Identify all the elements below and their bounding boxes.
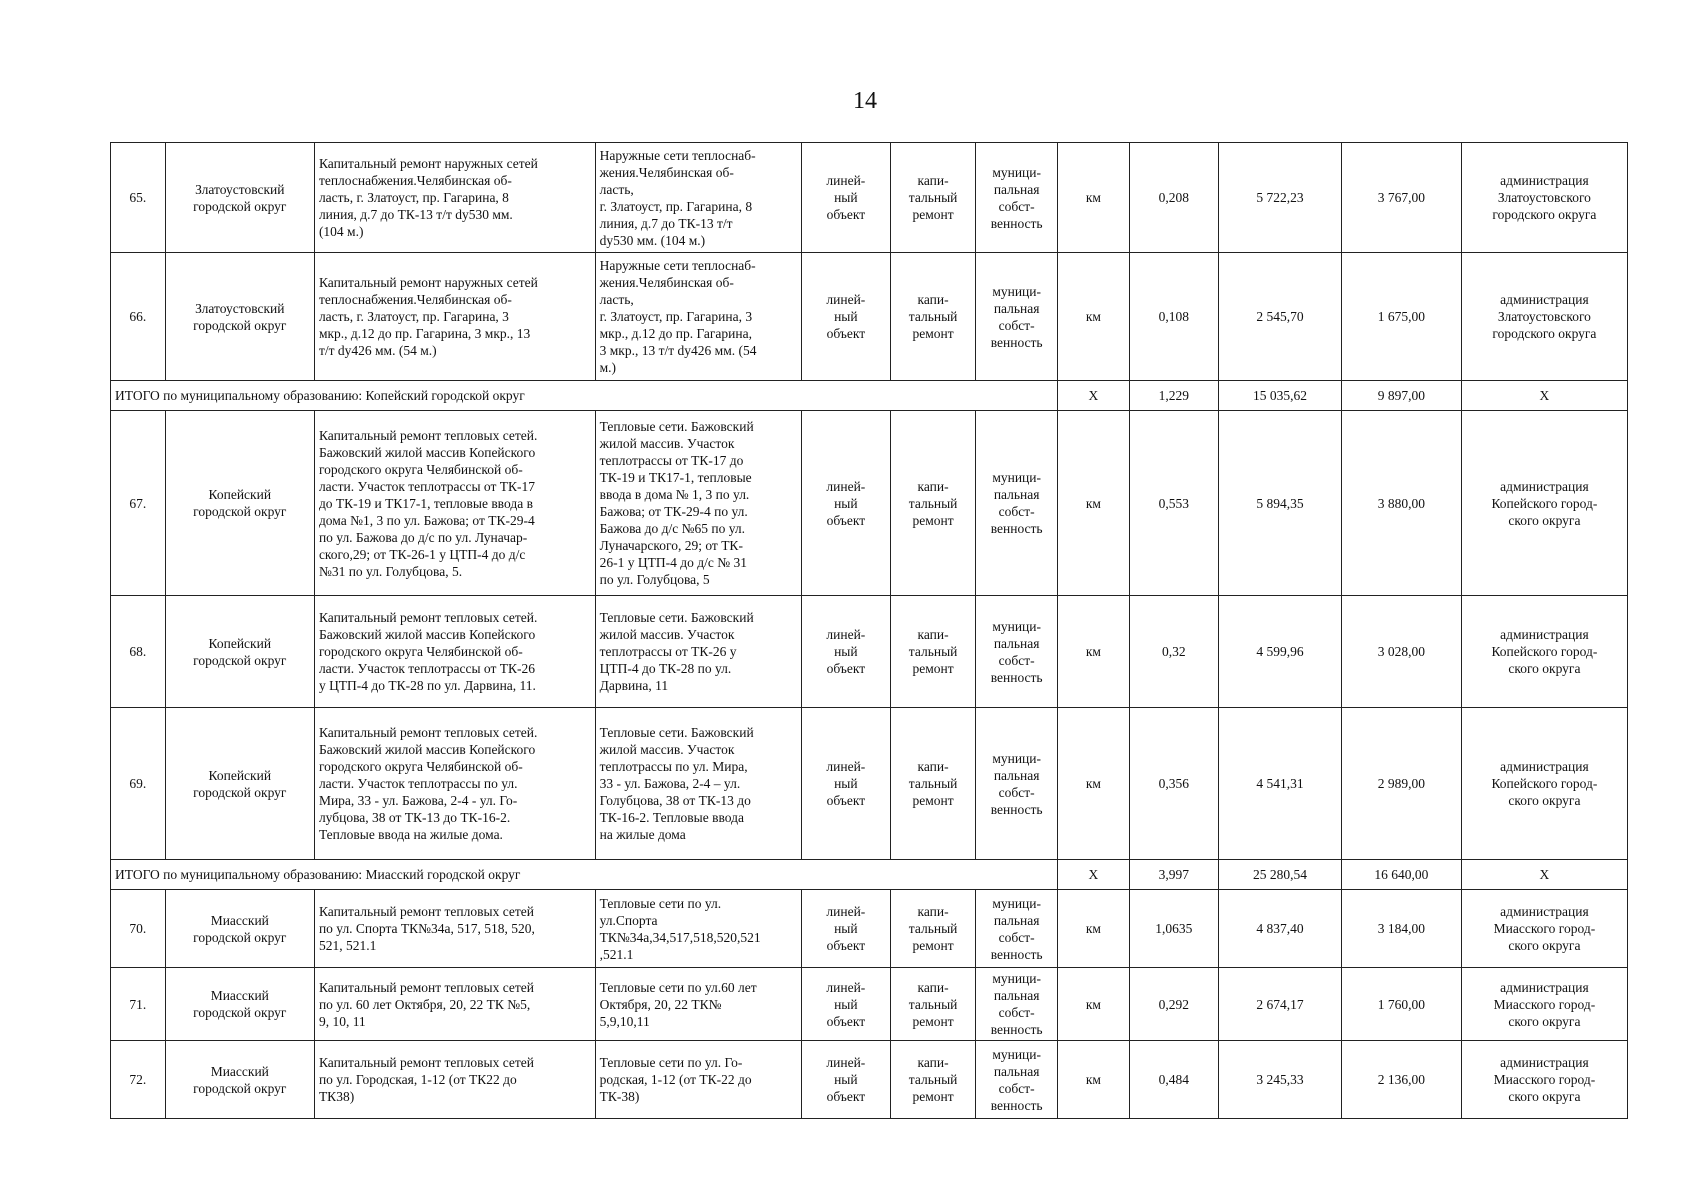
ownership-cell: муници- пальная собст- венность	[976, 708, 1058, 860]
object-description-cell: Тепловые сети по ул. ул.Спорта ТК№34а,34,517,518,520,521 ,521.1	[595, 890, 801, 968]
object-type-cell: линей- ный объект	[801, 596, 890, 708]
length-cell: 0,484	[1129, 1041, 1218, 1119]
table-row	[111, 968, 1628, 1041]
object-description-cell: Тепловые сети. Бажовский жилой массив. Участок теплотрассы от ТК-17 до ТК-19 и ТК17-1, тепловые ввода в дома № 1, 3 по ул. Бажова; от ТК-29-4 по ул. Бажова до д/с №65 по ул. Луначарского, 29; от ТК- 26-1 у ЦТП-4 до д/с № 31 по ул. Голубцова, 5	[595, 411, 801, 596]
ownership-cell: муници- пальная собст- венность	[976, 596, 1058, 708]
unit-cell: км	[1058, 411, 1129, 596]
unit-cell: км	[1058, 596, 1129, 708]
capital-repair-table	[110, 142, 1628, 1119]
ownership-cell: муници- пальная собст- венность	[976, 890, 1058, 968]
repair-type-cell: капи- тальный ремонт	[891, 968, 976, 1041]
cost-cell: 4 599,96	[1218, 596, 1341, 708]
total-length: 1,229	[1129, 381, 1218, 411]
ownership-cell: муници- пальная собст- венность	[976, 1041, 1058, 1119]
work-description-cell: Капитальный ремонт тепловых сетей. Бажовский жилой массив Копейского городского округа Челябинской об- ласти. Участок теплотрассы от ТК-17 до ТК-19 и ТК17-1, тепловые ввода в дома №1, 3 по ул. Бажова; от ТК-29-4 по ул. Бажова до д/с по ул. Луначар- ского,29; от ТК-26-1 у ЦТП-4 до д/с №31 по ул. Голубцова, 5.	[314, 411, 595, 596]
cost-cell: 3 245,33	[1218, 1041, 1341, 1119]
repair-type-cell: капи- тальный ремонт	[891, 708, 976, 860]
object-type-cell: линей- ный объект	[801, 708, 890, 860]
object-type-cell: линей- ный объект	[801, 890, 890, 968]
municipality-cell: Златоустовский городской округ	[165, 253, 314, 381]
work-description-cell: Капитальный ремонт тепловых сетей по ул. Спорта ТК№34а, 517, 518, 520, 521, 521.1	[314, 890, 595, 968]
funds-cell: 3 028,00	[1341, 596, 1461, 708]
length-cell: 0,108	[1129, 253, 1218, 381]
customer-cell: администрация Миасского город- ского округа	[1461, 1041, 1627, 1119]
unit-cell: км	[1058, 143, 1129, 253]
row-number: 66.	[111, 253, 166, 381]
customer-cell: администрация Миасского город- ского округа	[1461, 890, 1627, 968]
table-row	[111, 253, 1628, 381]
funds-cell: 2 136,00	[1341, 1041, 1461, 1119]
length-cell: 0,356	[1129, 708, 1218, 860]
funds-cell: 3 880,00	[1341, 411, 1461, 596]
repair-type-cell: капи- тальный ремонт	[891, 596, 976, 708]
table-row	[111, 143, 1628, 253]
repair-type-cell: капи- тальный ремонт	[891, 890, 976, 968]
unit-cell: км	[1058, 1041, 1129, 1119]
table-body	[111, 143, 1628, 1119]
table-row	[111, 890, 1628, 968]
row-number: 69.	[111, 708, 166, 860]
object-description-cell: Тепловые сети по ул.60 лет Октября, 20, 22 ТК№ 5,9,10,11	[595, 968, 801, 1041]
length-cell: 0,208	[1129, 143, 1218, 253]
object-description-cell: Наружные сети теплоснаб- жения.Челябинская об- ласть, г. Златоуст, пр. Гагарина, 8 линия, д.7 до ТК-13 т/т dy530 мм. (104 м.)	[595, 143, 801, 253]
row-number: 70.	[111, 890, 166, 968]
ownership-cell: муници- пальная собст- венность	[976, 253, 1058, 381]
work-description-cell: Капитальный ремонт тепловых сетей по ул. 60 лет Октября, 20, 22 ТК №5, 9, 10, 11	[314, 968, 595, 1041]
total-label: ИТОГО по муниципальному образованию: Миасский городской округ	[111, 860, 1058, 890]
total-x-marker: X	[1058, 860, 1129, 890]
repair-type-cell: капи- тальный ремонт	[891, 411, 976, 596]
customer-cell: администрация Копейского город- ского округа	[1461, 596, 1627, 708]
object-type-cell: линей- ный объект	[801, 143, 890, 253]
total-cost: 25 280,54	[1218, 860, 1341, 890]
customer-cell: администрация Златоустовского городского округа	[1461, 253, 1627, 381]
table-row	[111, 708, 1628, 860]
ownership-cell: муници- пальная собст- венность	[976, 411, 1058, 596]
customer-cell: администрация Копейского город- ского округа	[1461, 411, 1627, 596]
table-row	[111, 411, 1628, 596]
total-length: 3,997	[1129, 860, 1218, 890]
funds-cell: 3 767,00	[1341, 143, 1461, 253]
page-number: 14	[853, 88, 877, 114]
total-x-marker: X	[1461, 381, 1627, 411]
work-description-cell: Капитальный ремонт наружных сетей теплоснабжения.Челябинская об- ласть, г. Златоуст, пр. Гагарина, 8 линия, д.7 до ТК-13 т/т dy530 мм. (104 м.)	[314, 143, 595, 253]
cost-cell: 5 894,35	[1218, 411, 1341, 596]
municipality-cell: Миасский городской округ	[165, 890, 314, 968]
row-number: 68.	[111, 596, 166, 708]
object-type-cell: линей- ный объект	[801, 1041, 890, 1119]
object-description-cell: Тепловые сети. Бажовский жилой массив. Участок теплотрассы от ТК-26 у ЦТП-4 до ТК-28 по ул. Дарвина, 11	[595, 596, 801, 708]
customer-cell: администрация Копейского город- ского округа	[1461, 708, 1627, 860]
work-description-cell: Капитальный ремонт тепловых сетей. Бажовский жилой массив Копейского городского округа Челябинской об- ласти. Участок теплотрассы по ул. Мира, 33 - ул. Бажова, 2-4 - ул. Го- лубцова, 38 от ТК-13 до ТК-16-2. Тепловые ввода на жилые дома.	[314, 708, 595, 860]
funds-cell: 2 989,00	[1341, 708, 1461, 860]
total-row	[111, 860, 1628, 890]
work-description-cell: Капитальный ремонт тепловых сетей по ул. Городская, 1-12 (от ТК22 до ТК38)	[314, 1041, 595, 1119]
cost-cell: 2 674,17	[1218, 968, 1341, 1041]
municipality-cell: Миасский городской округ	[165, 1041, 314, 1119]
total-cost: 15 035,62	[1218, 381, 1341, 411]
object-type-cell: линей- ный объект	[801, 411, 890, 596]
unit-cell: км	[1058, 708, 1129, 860]
total-row	[111, 381, 1628, 411]
funds-cell: 3 184,00	[1341, 890, 1461, 968]
object-type-cell: линей- ный объект	[801, 968, 890, 1041]
object-description-cell: Наружные сети теплоснаб- жения.Челябинская об- ласть, г. Златоуст, пр. Гагарина, 3 мкр., д.12 до пр. Гагарина, 3 мкр., 13 т/т dy426 мм. (54 м.)	[595, 253, 801, 381]
customer-cell: администрация Миасского город- ского округа	[1461, 968, 1627, 1041]
municipality-cell: Копейский городской округ	[165, 708, 314, 860]
total-x-marker: X	[1461, 860, 1627, 890]
funds-cell: 1 760,00	[1341, 968, 1461, 1041]
total-funds: 9 897,00	[1341, 381, 1461, 411]
repair-type-cell: капи- тальный ремонт	[891, 143, 976, 253]
municipality-cell: Копейский городской округ	[165, 411, 314, 596]
unit-cell: км	[1058, 968, 1129, 1041]
cost-cell: 4 837,40	[1218, 890, 1341, 968]
repair-type-cell: капи- тальный ремонт	[891, 1041, 976, 1119]
length-cell: 0,292	[1129, 968, 1218, 1041]
length-cell: 1,0635	[1129, 890, 1218, 968]
municipality-cell: Златоустовский городской округ	[165, 143, 314, 253]
work-description-cell: Капитальный ремонт наружных сетей теплоснабжения.Челябинская об- ласть, г. Златоуст, пр. Гагарина, 3 мкр., д.12 до пр. Гагарина, 3 мкр., 13 т/т dy426 мм. (54 м.)	[314, 253, 595, 381]
object-type-cell: линей- ный объект	[801, 253, 890, 381]
total-x-marker: X	[1058, 381, 1129, 411]
table-row	[111, 1041, 1628, 1119]
total-funds: 16 640,00	[1341, 860, 1461, 890]
total-label: ИТОГО по муниципальному образованию: Копейский городской округ	[111, 381, 1058, 411]
municipality-cell: Копейский городской округ	[165, 596, 314, 708]
repair-type-cell: капи- тальный ремонт	[891, 253, 976, 381]
row-number: 67.	[111, 411, 166, 596]
municipality-cell: Миасский городской округ	[165, 968, 314, 1041]
row-number: 65.	[111, 143, 166, 253]
object-description-cell: Тепловые сети по ул. Го- родская, 1-12 (от ТК-22 до ТК-38)	[595, 1041, 801, 1119]
table-row	[111, 596, 1628, 708]
ownership-cell: муници- пальная собст- венность	[976, 143, 1058, 253]
customer-cell: администрация Златоустовского городского округа	[1461, 143, 1627, 253]
cost-cell: 4 541,31	[1218, 708, 1341, 860]
length-cell: 0,553	[1129, 411, 1218, 596]
ownership-cell: муници- пальная собст- венность	[976, 968, 1058, 1041]
row-number: 71.	[111, 968, 166, 1041]
length-cell: 0,32	[1129, 596, 1218, 708]
cost-cell: 2 545,70	[1218, 253, 1341, 381]
object-description-cell: Тепловые сети. Бажовский жилой массив. Участок теплотрассы по ул. Мира, 33 - ул. Бажова, 2-4 – ул. Голубцова, 38 от ТК-13 до ТК-16-2. Тепловые ввода на жилые дома	[595, 708, 801, 860]
unit-cell: км	[1058, 890, 1129, 968]
cost-cell: 5 722,23	[1218, 143, 1341, 253]
funds-cell: 1 675,00	[1341, 253, 1461, 381]
work-description-cell: Капитальный ремонт тепловых сетей. Бажовский жилой массив Копейского городского округа Челябинской об- ласти. Участок теплотрассы от ТК-26 у ЦТП-4 до ТК-28 по ул. Дарвина, 11.	[314, 596, 595, 708]
unit-cell: км	[1058, 253, 1129, 381]
row-number: 72.	[111, 1041, 166, 1119]
